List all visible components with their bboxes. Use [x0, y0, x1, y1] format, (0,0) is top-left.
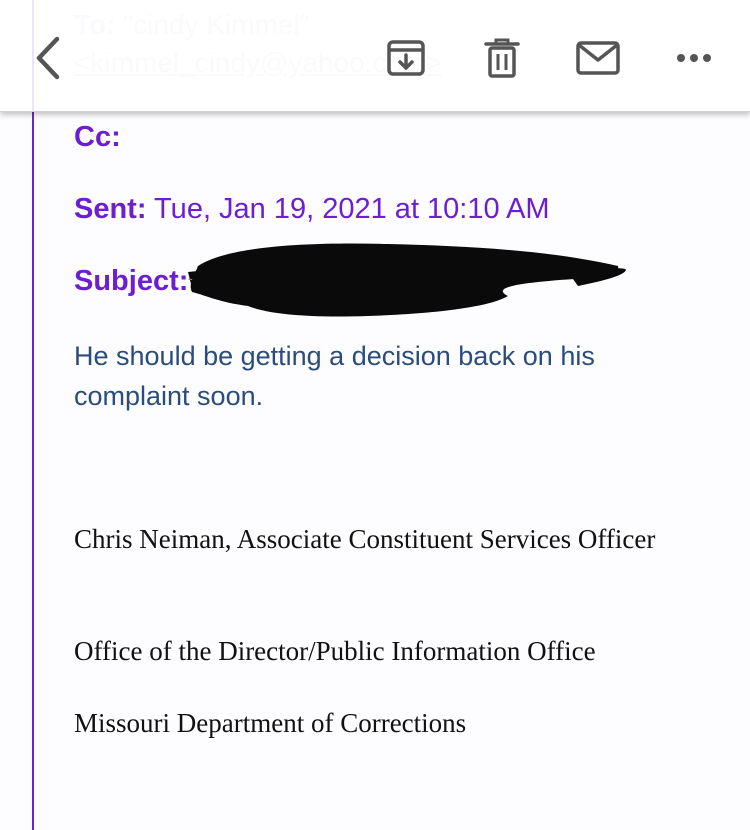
- back-button[interactable]: [22, 32, 74, 84]
- subject-label: Subject:: [74, 265, 189, 297]
- mail-icon: [576, 41, 620, 75]
- sent-value: Tue, Jan 19, 2021 at 10:10 AM: [154, 193, 550, 225]
- ellipsis-icon: [676, 53, 712, 63]
- subject-field: [74, 262, 188, 300]
- redaction-scribble: [188, 236, 628, 320]
- quote-bar: [32, 0, 34, 830]
- trash-button[interactable]: [476, 32, 528, 84]
- more-button[interactable]: [668, 32, 720, 84]
- chevron-left-icon: [33, 36, 63, 80]
- email-body: He should be getting a decision back on his complaint soon.: [74, 341, 595, 411]
- trash-icon: [484, 37, 520, 79]
- top-toolbar: [0, 0, 750, 112]
- archive-icon: [386, 38, 426, 78]
- cc-label: Cc:: [74, 121, 121, 153]
- signature-department: Missouri Department of Corrections: [74, 708, 467, 738]
- sent-label: Sent:: [74, 193, 147, 225]
- signature-name-title: Chris Neiman, Associate Constituent Services Officer: [74, 524, 656, 554]
- signature-office: Office of the Director/Public Information Office: [74, 636, 596, 666]
- cc-field: [74, 118, 121, 156]
- archive-button[interactable]: [380, 32, 432, 84]
- sent-field: [74, 190, 550, 228]
- mail-button[interactable]: [572, 32, 624, 84]
